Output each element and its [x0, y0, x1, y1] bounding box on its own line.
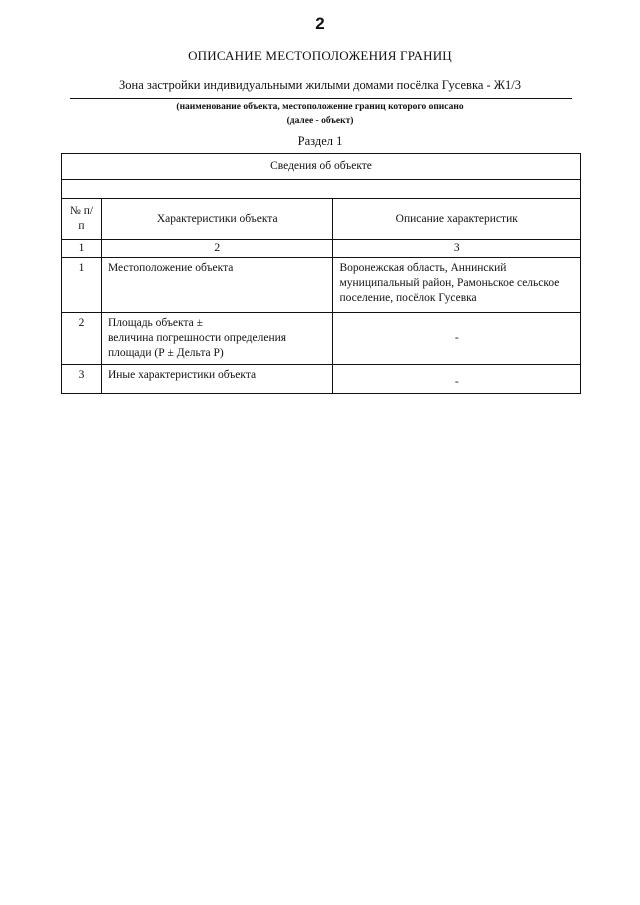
column-number-2: 2	[101, 240, 333, 258]
document-title: ОПИСАНИЕ МЕСТОПОЛОЖЕНИЯ ГРАНИЦ	[188, 48, 452, 63]
section-heading: Раздел 1	[297, 134, 343, 148]
table-row	[62, 258, 581, 313]
row-description: Воронежская область, Аннинский муниципальный район, Рамоньское сельское поселение, посёлок Гусевка	[333, 258, 581, 313]
row-description: -	[333, 313, 581, 365]
column-number-1: 1	[62, 240, 102, 258]
column-header-description: Описание характеристик	[333, 199, 581, 240]
column-header-row	[62, 199, 581, 240]
row-number: 3	[62, 365, 102, 394]
column-header-num: № п/п	[62, 199, 102, 240]
object-info-table	[61, 153, 581, 394]
row-characteristic	[101, 313, 333, 365]
underline-rule	[70, 98, 572, 99]
page-number: 2	[315, 14, 325, 33]
table-heading-row	[62, 154, 581, 180]
object-name-caption-2: (далее - объект)	[286, 116, 354, 126]
row-number: 2	[62, 313, 102, 365]
column-header-characteristics: Характеристики объекта	[101, 199, 333, 240]
object-name: Зона застройки индивидуальными жилыми домами посёлка Гусевка - Ж1/3	[119, 78, 521, 92]
row-characteristic-line1: Площадь объекта ±	[107, 317, 203, 329]
column-number-3: 3	[333, 240, 581, 258]
row-characteristic: Иные характеристики объекта	[101, 365, 333, 394]
table-blank-row	[62, 180, 581, 199]
table-row	[62, 365, 581, 394]
column-number-row	[62, 240, 581, 258]
table-heading: Сведения об объекте	[62, 154, 581, 180]
object-name-caption: (наименование объекта, местоположение границ которого описано	[176, 102, 464, 112]
table-row	[62, 313, 581, 365]
row-characteristic: Местоположение объекта	[101, 258, 333, 313]
row-characteristic-line2: величина погрешности определения площади (Р ± Дельта Р)	[107, 332, 287, 359]
row-number: 1	[62, 258, 102, 313]
row-description: -	[333, 365, 581, 394]
